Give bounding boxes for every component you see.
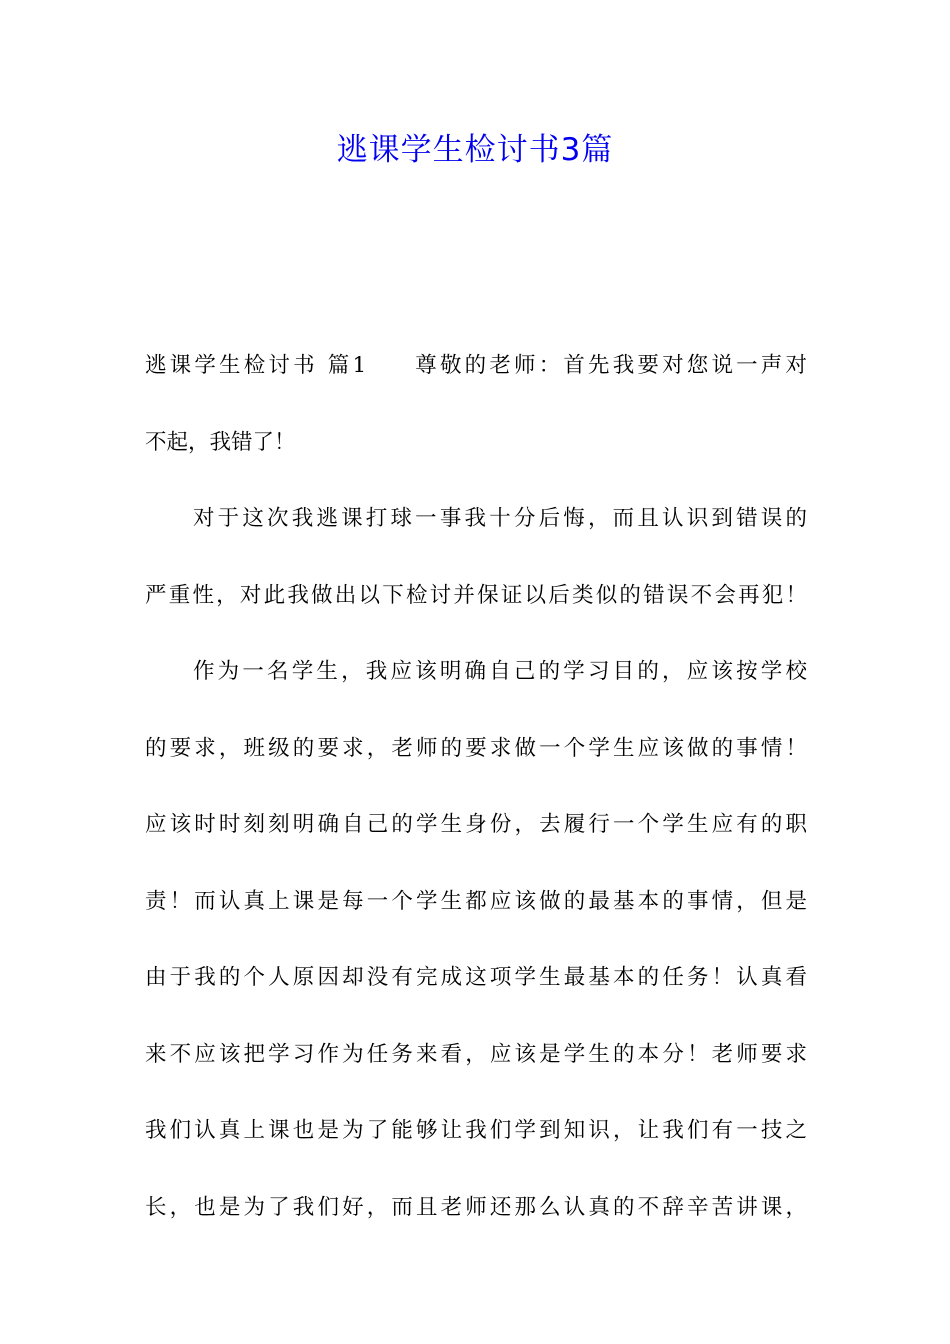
paragraph-line: 严重性，对此我做出以下检讨并保证以后类似的错误不会再犯！ bbox=[145, 582, 807, 608]
paragraph-line: 长，也是为了我们好，而且老师还那么认真的不辞辛苦讲课， bbox=[145, 1194, 807, 1220]
paragraph-text: 尊敬的老师：首先我要对您说一声对 bbox=[412, 353, 807, 378]
paragraph-line: 由于我的个人原因却没有完成这项学生最基本的任务！认真看 bbox=[145, 965, 807, 990]
paragraph-line: 我们认真上课也是为了能够让我们学到知识，让我们有一技之 bbox=[145, 1118, 807, 1143]
paragraph-line: 责！而认真上课是每一个学生都应该做的最基本的事情，但是 bbox=[145, 888, 807, 914]
document-body bbox=[145, 328, 807, 1246]
section-heading: 逃课学生检讨书 篇1 bbox=[145, 353, 367, 378]
paragraph-line: 应该时时刻刻明确自己的学生身份，去履行一个学生应有的职 bbox=[145, 812, 807, 837]
paragraph-line: 不起，我错了！ bbox=[145, 429, 296, 455]
paragraph-line: 作为一名学生，我应该明确自己的学习目的，应该按学校 bbox=[193, 659, 807, 684]
paragraph-line: 的要求，班级的要求，老师的要求做一个学生应该做的事情！ bbox=[145, 735, 807, 761]
paragraph-line bbox=[145, 328, 807, 405]
document-title: 逃课学生检讨书3篇 bbox=[336, 132, 614, 168]
paragraph-line: 来不应该把学习作为任务来看，应该是学生的本分！老师要求 bbox=[145, 1041, 807, 1067]
paragraph-line: 对于这次我逃课打球一事我十分后悔，而且认识到错误的 bbox=[193, 506, 807, 531]
